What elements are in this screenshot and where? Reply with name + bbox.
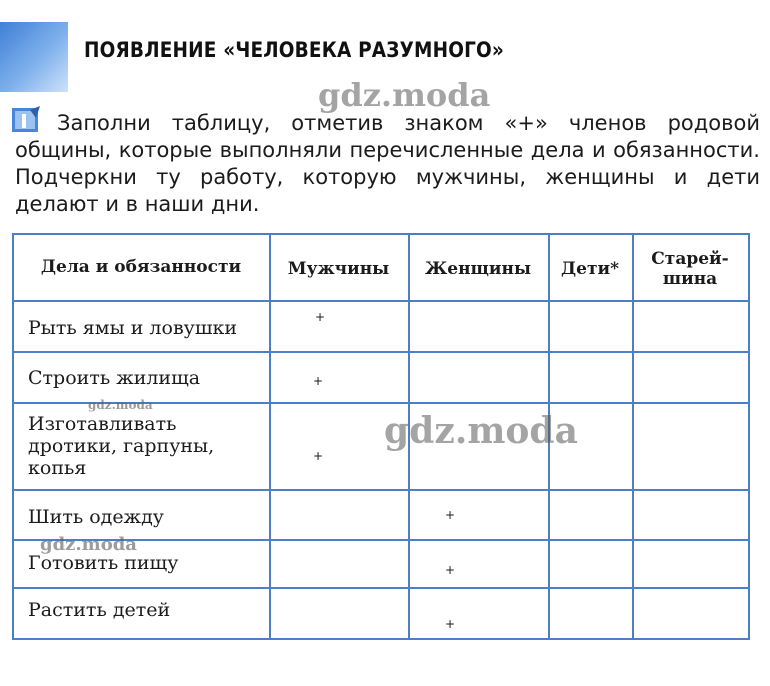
- row-task-label: Изготавливать дротики, гарпуны, копья: [28, 413, 215, 479]
- table-rule: [632, 233, 634, 640]
- mark-men-row1: +: [315, 310, 326, 324]
- watermark: gdz.moda: [318, 76, 491, 114]
- table-rule: [12, 233, 750, 235]
- table-rule: [12, 539, 750, 541]
- table-rule: [748, 233, 750, 640]
- row-task-label: Строить жилища: [28, 367, 201, 389]
- watermark: gdz.moda: [384, 410, 578, 452]
- watermark: gdz.moda: [88, 398, 153, 412]
- header-men: Мужчины: [287, 259, 390, 279]
- mark-women-row4: +: [445, 508, 456, 522]
- table-rule: [12, 489, 750, 491]
- header-elder: Старей-шина: [651, 249, 729, 289]
- watermark: gdz.moda: [40, 534, 137, 555]
- mark-women-row6: +: [445, 617, 456, 631]
- row-task-label: Готовить пищу: [28, 552, 179, 574]
- row-task-label: Растить детей: [28, 599, 171, 621]
- table-rule: [12, 587, 750, 589]
- table-rule: [12, 233, 14, 640]
- row-task-label: Рыть ямы и ловушки: [28, 317, 238, 339]
- table-rule: [12, 351, 750, 353]
- mark-men-row2: +: [313, 374, 324, 388]
- task-instructions: Заполни таблицу, отметив знаком «+» членов родовой общины, которые выполняли перечисленные дела и обязанности. Подчеркни ту работу, которую мужчины, женщины и дети делают и в наши дни.: [15, 111, 760, 216]
- table-rule: [12, 300, 750, 302]
- mark-men-row3: +: [313, 449, 324, 463]
- decorative-side-strip: [0, 22, 68, 92]
- header-children: Дети*: [561, 259, 619, 279]
- table-rule: [269, 233, 271, 640]
- duties-table: [12, 233, 750, 640]
- header-women: Женщины: [424, 259, 532, 279]
- table-rule: [408, 233, 410, 640]
- mark-women-row5: +: [445, 563, 456, 577]
- header-tasks: Дела и обязанности: [40, 257, 242, 277]
- row-task-label: Шить одежду: [28, 506, 164, 528]
- table-rule: [12, 402, 750, 404]
- table-rule: [548, 233, 550, 640]
- table-rule: [12, 638, 750, 640]
- page-title: ПОЯВЛЕНИЕ «ЧЕЛОВЕКА РАЗУМНОГО»: [84, 38, 505, 62]
